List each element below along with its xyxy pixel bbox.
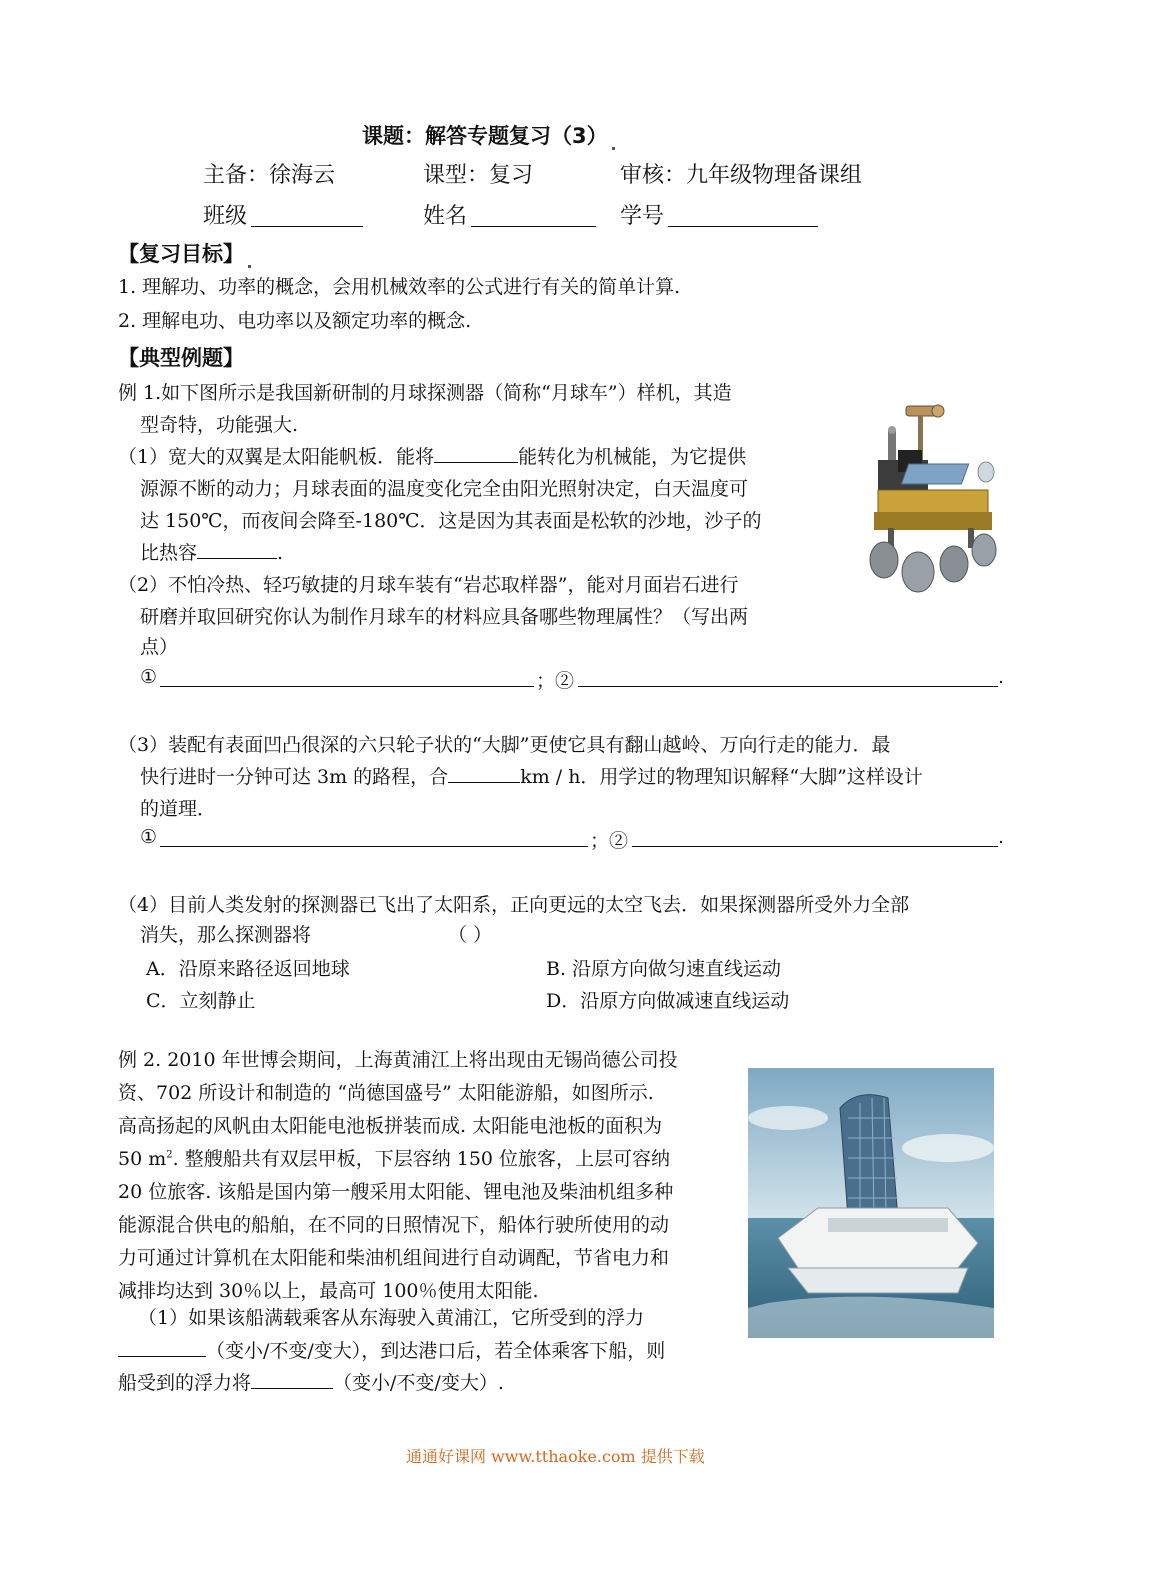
ex1-q1-blank-heat[interactable] [197, 540, 277, 559]
ex2-q1-blank-buoyancy-1[interactable] [118, 1338, 206, 1357]
number-field[interactable] [668, 200, 818, 227]
ex2-q1-line2: （变小/不变/变大），到达港口后，若全体乘客下船，则 [118, 1336, 665, 1363]
preparer-label: 主备：徐海云 [203, 163, 336, 188]
ex2-line4: 50 $m^2$. 整艘船共有双层甲板，下层容纳 150 位旅客，上层可容纳 [118, 1148, 671, 1170]
ex2-line2: 资、702 所设计和制造的 “尚德国盛号” 太阳能游船，如图所示. [118, 1082, 654, 1104]
ex1-q2-answer-sep: ；② [536, 670, 575, 692]
ex1-q3-line3: 的道理． [140, 798, 217, 820]
ex1-q3-answer-end: . [998, 826, 1005, 848]
lunar-rover-image [858, 400, 1008, 600]
ex1-intro-line2: 型奇特，功能强大. [140, 414, 299, 436]
ex2-line7: 力可通过计算机在太阳能和柴油机组间进行自动调配，节省电力和 [118, 1247, 670, 1269]
ex1-q1-blank-energy[interactable] [434, 444, 518, 463]
page-title: 课题：解答专题复习（3） [362, 120, 615, 150]
ex2-line1: 例 2. 2010 年世博会期间，上海黄浦江上将出现由无锡尚德公司投 [118, 1049, 678, 1071]
ex1-q1-line3: 达 150℃，而夜间会降至-180℃．这是因为其表面是松软的沙地，沙子的 [140, 510, 762, 532]
goal-item-1: 1. 理解功、功率的概念，会用机械效率的公式进行有关的简单计算. [118, 276, 681, 298]
examples-heading: 【典型例题】 [118, 346, 244, 370]
ex2-q1-line1: （1）如果该船满载乘客从东海驶入黄浦江，它所受到的浮力 [138, 1307, 645, 1329]
ex1-q2-answer-1-field[interactable] [160, 666, 534, 687]
ex1-q1-line1: （1）宽大的双翼是太阳能帆板．能将 能转化为机械能，为它提供 [118, 446, 747, 468]
ex1-q3-answer-2-field[interactable] [632, 826, 998, 847]
ex1-q2-line1: （2）不怕冷热、轻巧敏捷的月球车装有“岩芯取样器”，能对月面岩石进行 [118, 574, 739, 596]
option-a[interactable]: A．沿原来路径返回地球 [146, 958, 350, 980]
ex2-line3: 高高扬起的风帆由太阳能电池板拼装而成. 太阳能电池板的面积为 [118, 1115, 663, 1137]
number-label: 学号 [620, 204, 665, 229]
ex2-line5: 20 位旅客. 该船是国内第一艘采用太阳能、锂电池及柴油机组多种 [118, 1181, 674, 1203]
ex1-q4-line1: （4）目前人类发射的探测器已飞出了太阳系，正向更远的太空飞去．如果探测器所受外力全部 [118, 894, 910, 916]
ex1-q3-answer-sep: ；② [590, 830, 629, 852]
option-d[interactable]: D．沿原方向做减速直线运动 [546, 990, 790, 1012]
ex1-q3-line1: （3）装配有表面凹凸很深的六只轮子状的“大脚”更使它具有翻山越岭、万向行走的能力．最 [118, 734, 891, 756]
ex1-q2-line2: 研磨并取回研究你认为制作月球车的材料应具备哪些物理属性？（写出两 [140, 606, 749, 628]
name-label: 姓名 [423, 204, 468, 229]
ex1-q4-line2: 消失，那么探测器将 [140, 924, 312, 946]
option-c[interactable]: C．立刻静止 [146, 990, 256, 1012]
ex2-line8: 减排均达到 30％以上，最高可 100％使用太阳能. [118, 1280, 539, 1302]
goal-item-2: 2. 理解电功、电功率以及额定功率的概念. [118, 310, 472, 332]
ex1-q1-line2: 源源不断的动力；月球表面的温度变化完全由阳光照射决定，白天温度可 [140, 478, 749, 500]
ex1-q3-blank-speed[interactable] [448, 764, 520, 783]
solar-ship-illustration [748, 1068, 994, 1338]
ex1-q3-answer-1-label: ① [140, 826, 158, 848]
ex1-q1-line4: 比热容 . [140, 542, 284, 564]
goals-heading: 【复习目标】 [118, 238, 251, 268]
footer-download-note[interactable]: 通通好课网 www.tthaoke.com 提供下载 [406, 1447, 705, 1466]
reviewer-label: 审核：九年级物理备课组 [620, 163, 863, 188]
class-field[interactable] [251, 200, 363, 227]
ex1-q2-answer-2-field[interactable] [578, 666, 998, 687]
solar-ship-image [748, 1068, 994, 1338]
ex2-q1-line3: 船受到的浮力将 （变小/不变/变大）. [118, 1372, 504, 1394]
ex1-q2-answer-1-label: ① [140, 666, 158, 688]
class-label: 班级 [203, 204, 248, 229]
ex1-intro-line1: 例 1.如下图所示是我国新研制的月球探测器（简称“月球车”）样机，其造 [118, 382, 732, 404]
lesson-type-label: 课型：复习 [423, 163, 534, 188]
lunar-rover-illustration [858, 400, 1008, 600]
ex1-q2-line3: 点） [140, 636, 179, 658]
name-field[interactable] [471, 200, 596, 227]
ex1-q3-line2: 快行进时一分钟可达 3m 的路程，合 km / h．用学过的物理知识解释“大脚”这样设计 [140, 766, 923, 788]
ex2-q1-blank-buoyancy-2[interactable] [251, 1370, 333, 1389]
ex1-q2-answer-end: . [998, 666, 1005, 688]
ex2-line6: 能源混合供电的船舶，在不同的日照情况下，船体行驶所使用的动 [118, 1214, 670, 1236]
ex1-q4-answer-paren[interactable]: （ ） [448, 924, 493, 946]
ex1-q3-answer-1-field[interactable] [160, 826, 588, 847]
option-b[interactable]: B. 沿原方向做匀速直线运动 [546, 958, 782, 980]
